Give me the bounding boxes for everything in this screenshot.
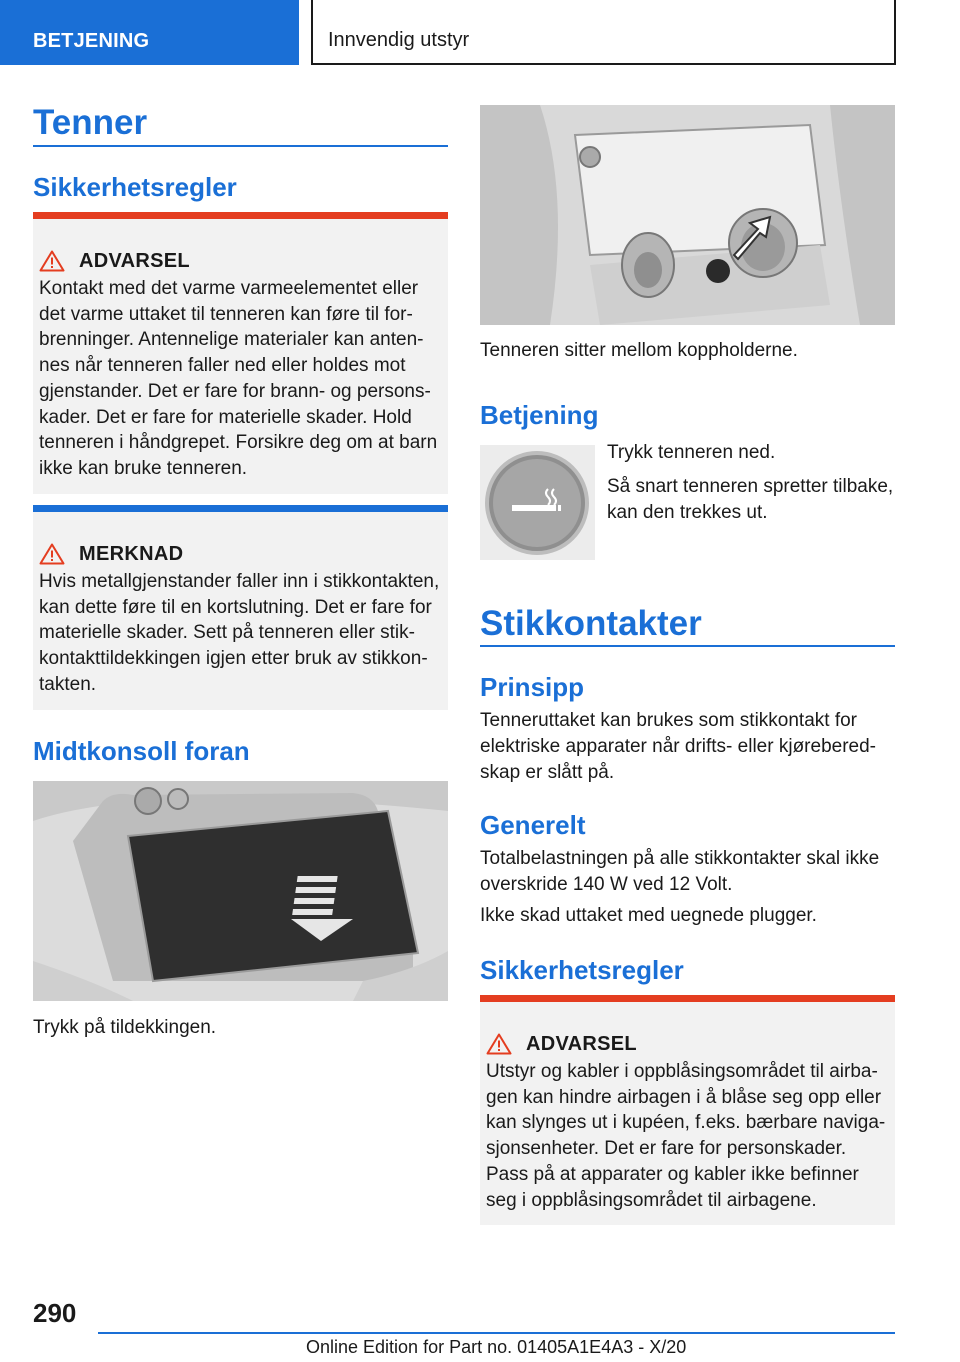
lighter-location-image (480, 105, 895, 325)
warning-label: ADVARSEL (526, 1032, 637, 1055)
general-text-1: Totalbelastningen på alle stikkontakter skal ikke overskride 140 W ved 12 Volt. (480, 848, 880, 895)
title-rule (33, 145, 448, 147)
notice-text: Hvis metallgjenstander faller inn i stikkontakten, kan dette føre til en kortslutning. Det er fare for materielle skader. Sett på tenneren eller stikkontakttildekkingen igjen etter bruk av stikkontakten. (39, 571, 440, 695)
warning-text: Utstyr og kabler i oppblåsingsområdet til airbagen kan hindre airbagen i å blåse seg opp eller kan slynges ut i kupéen, f.eks. bærbare navigasjonsenheter. Det er fare for personskader. Pass på at apparater og kabler ikke befinner seg i oppblåsingsområdet til airbagene. (486, 1061, 886, 1211)
sockets-title: Stikkontakter (480, 604, 702, 643)
section-tab (0, 0, 299, 65)
notice-icon (39, 543, 65, 565)
sockets-rule (480, 645, 895, 647)
notice-label: MERKNAD (79, 542, 184, 565)
principle-heading: Prinsipp (480, 672, 585, 702)
console-heading: Midtkonsoll foran (33, 736, 250, 766)
warning-label: ADVARSEL (79, 249, 190, 272)
notice-box (33, 505, 448, 710)
warning-icon (39, 250, 65, 272)
lighter-button-image (480, 445, 595, 560)
edition-text: Online Edition for Part no. 01405A1E4A3 - X/20 (306, 1337, 687, 1357)
page-number: 290 (33, 1298, 77, 1328)
console-cover-image (33, 781, 448, 1001)
footer-rule (98, 1332, 895, 1334)
section-label: BETJENING (33, 30, 150, 52)
chapter-tab (311, 0, 896, 65)
safety-heading-right: Sikkerhetsregler (480, 955, 684, 985)
warning-box-right (480, 995, 895, 1225)
page-title: Tenner (33, 103, 148, 142)
general-text-2: Ikke skad uttaket med uegnede plugger. (480, 905, 817, 926)
console-caption: Trykk på tildekkingen. (33, 1017, 217, 1038)
operation-step-1: Trykk tenneren ned. (607, 442, 776, 463)
safety-heading-left: Sikkerhetsregler (33, 172, 237, 202)
operation-heading: Betjening (480, 400, 599, 430)
warning-text: Kontakt med det varme varmeelementet eller det varme uttaket til tenneren kan føre til forbrenninger. Antennelige materialer kan antennes når tenneren faller ned eller holdes mot gjenstander. Det er fare for brann- og personskader. Det er fare for materielle skader. Hold tenneren i håndgrepet. Forsikre deg om at barn ikke kan bruke tenneren. (39, 278, 438, 479)
lighter-caption: Tenneren sitter mellom koppholderne. (480, 340, 798, 361)
warning-box-left (33, 212, 448, 494)
warning-icon (486, 1033, 512, 1055)
operation-step-2: Så snart tenneren spretter tilbake, kan den trekkes ut. (607, 476, 894, 523)
principle-text: Tenneruttaket kan brukes som stikkontakt for elektriske apparater når drifts- eller kjøreberedskap er slått på. (480, 710, 876, 783)
chapter-label: Innvendig utstyr (328, 29, 470, 51)
general-heading: Generelt (480, 810, 586, 840)
